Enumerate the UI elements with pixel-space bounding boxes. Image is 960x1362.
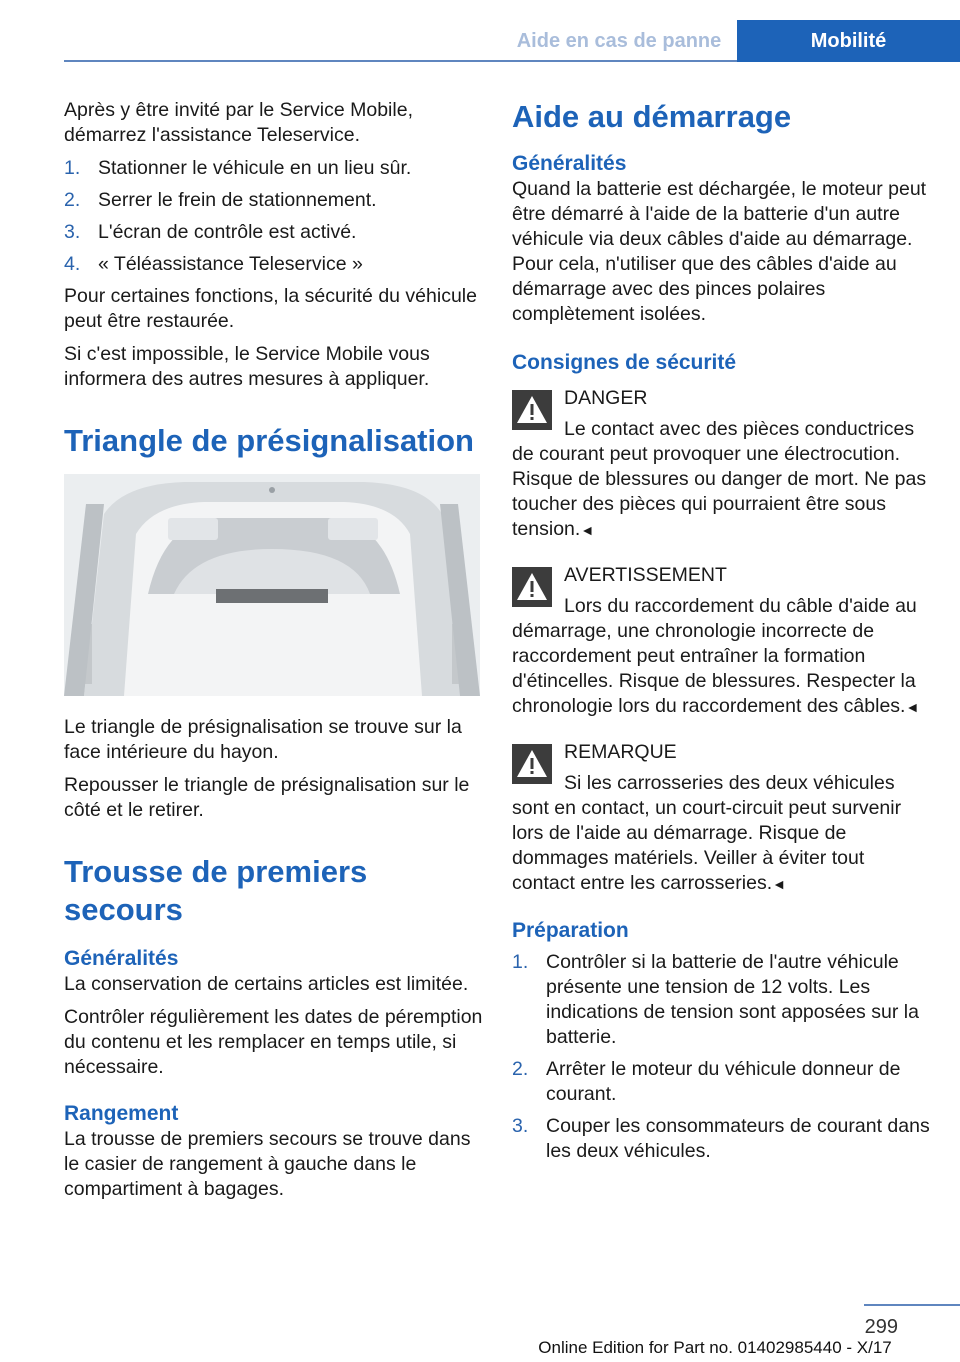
header-section-label: Aide en cas de panne: [516, 30, 722, 52]
list-item: [64, 188, 484, 213]
step-number: 3.: [512, 1115, 529, 1137]
step-number: 2.: [64, 189, 81, 211]
end-mark: ◄: [580, 522, 595, 538]
warning-body: Le contact avec des pièces conductrices de courant peut provoquer une électrocution. Risque de blessures ou danger de mort. Ne pas toucher des pièces qui pourraient être sous tension.: [512, 418, 927, 540]
firstaid-heading: Trousse de premiers secours: [64, 854, 368, 927]
step-text: Serrer le frein de stationnement.: [98, 189, 377, 211]
paragraph: Contrôler régulièrement les dates de péremption du contenu et les remplacer en temps utile, si nécessaire.: [64, 1006, 483, 1078]
right-column: [512, 98, 932, 1171]
step-number: 3.: [64, 221, 81, 243]
paragraph: La conservation de certains articles est limitée.: [64, 973, 469, 995]
paragraph: La trousse de premiers secours se trouve dans le casier de rangement à gauche dans le compartiment à bagages.: [64, 1128, 471, 1200]
list-item: [512, 950, 932, 1050]
paragraph: Repousser le triangle de présignalisation sur le côté et le retirer.: [64, 774, 470, 821]
step-number: 1.: [512, 951, 529, 973]
end-mark: ◄: [905, 699, 920, 715]
triangle-heading: Triangle de présignalisation: [64, 423, 474, 458]
warning-title: AVERTISSEMENT: [564, 564, 727, 586]
tailgate-illustration: [64, 474, 480, 696]
step-number: 4.: [64, 253, 81, 275]
footer-rule: [864, 1304, 960, 1306]
warning-avertissement: [512, 563, 932, 720]
end-mark: ◄: [772, 876, 786, 892]
warning-title: REMARQUE: [564, 741, 677, 763]
list-item: [512, 1114, 932, 1164]
paragraph: Le triangle de présignalisation se trouve sur la face intérieure du hayon.: [64, 716, 462, 763]
warning-danger: [512, 386, 932, 543]
warning-text: [512, 771, 932, 897]
subheading: Généralités: [512, 152, 627, 175]
list-item: [64, 252, 484, 277]
warning-title: DANGER: [564, 387, 648, 409]
warning-text: [512, 594, 932, 720]
warning-triangle-icon: [512, 567, 552, 607]
subheading: Préparation: [512, 919, 629, 942]
subheading: Rangement: [64, 1102, 179, 1125]
left-column: [64, 98, 484, 1210]
warning-body: Si les carrosseries des deux véhicules sont en contact, un court-circuit peut survenir lors de l'aide au démarrage. Risque de dommages matériels. Veiller à éviter tout contact entre les carrosseries.: [512, 772, 902, 894]
step-text: Contrôler si la batterie de l'autre véhicule présente une tension de 12 volts. Les indications de tension sont apposées sur la batterie.: [546, 951, 919, 1048]
teleservice-steps: [64, 156, 484, 277]
edition-footer: Online Edition for Part no. 01402985440 - X/17: [538, 1338, 892, 1357]
step-number: 2.: [512, 1058, 529, 1080]
paragraph: Pour certaines fonctions, la sécurité du véhicule peut être restaurée.: [64, 285, 477, 332]
list-item: [512, 1057, 932, 1107]
preparation-steps: [512, 950, 932, 1164]
list-item: [64, 220, 484, 245]
step-text: « Téléassistance Teleservice »: [98, 253, 363, 275]
step-text: Stationner le véhicule en un lieu sûr.: [98, 157, 412, 179]
step-number: 1.: [64, 157, 81, 179]
warning-text: [512, 417, 932, 543]
step-text: Arrêter le moteur du véhicule donneur de courant.: [546, 1058, 901, 1105]
warning-remarque: [512, 740, 932, 897]
paragraph: Si c'est impossible, le Service Mobile vous informera des autres mesures à appliquer.: [64, 343, 430, 390]
header-active-tab: Mobilité: [737, 20, 960, 62]
warning-triangle-icon: [512, 744, 552, 784]
list-item: [64, 156, 484, 181]
warning-triangle-icon: [512, 390, 552, 430]
subheading: Généralités: [64, 947, 179, 970]
jumpstart-heading: Aide au démarrage: [512, 99, 792, 134]
page-number: 299: [864, 1316, 898, 1338]
step-text: Couper les consommateurs de courant dans les deux véhicules.: [546, 1115, 930, 1162]
paragraph: Quand la batterie est déchargée, le moteur peut être démarré à l'aide de la batterie d'un autre véhicule via deux câbles d'aide au démarrage. Pour cela, n'utiliser que des câbles d'aide au démarrage avec des pinces polaires complètement isolées.: [512, 178, 927, 325]
warning-body: Lors du raccordement du câble d'aide au démarrage, une chronologie incorrecte de raccordement peut entraîner la formation d'étincelles. Risque de blessures. Respecter la chronologie lors du raccordement des câbles.: [512, 595, 917, 717]
subheading: Consignes de sécurité: [512, 351, 737, 374]
intro-paragraph: Après y être invité par le Service Mobile, démarrez l'assistance Teleservice.: [64, 99, 413, 146]
step-text: L'écran de contrôle est activé.: [98, 221, 357, 243]
